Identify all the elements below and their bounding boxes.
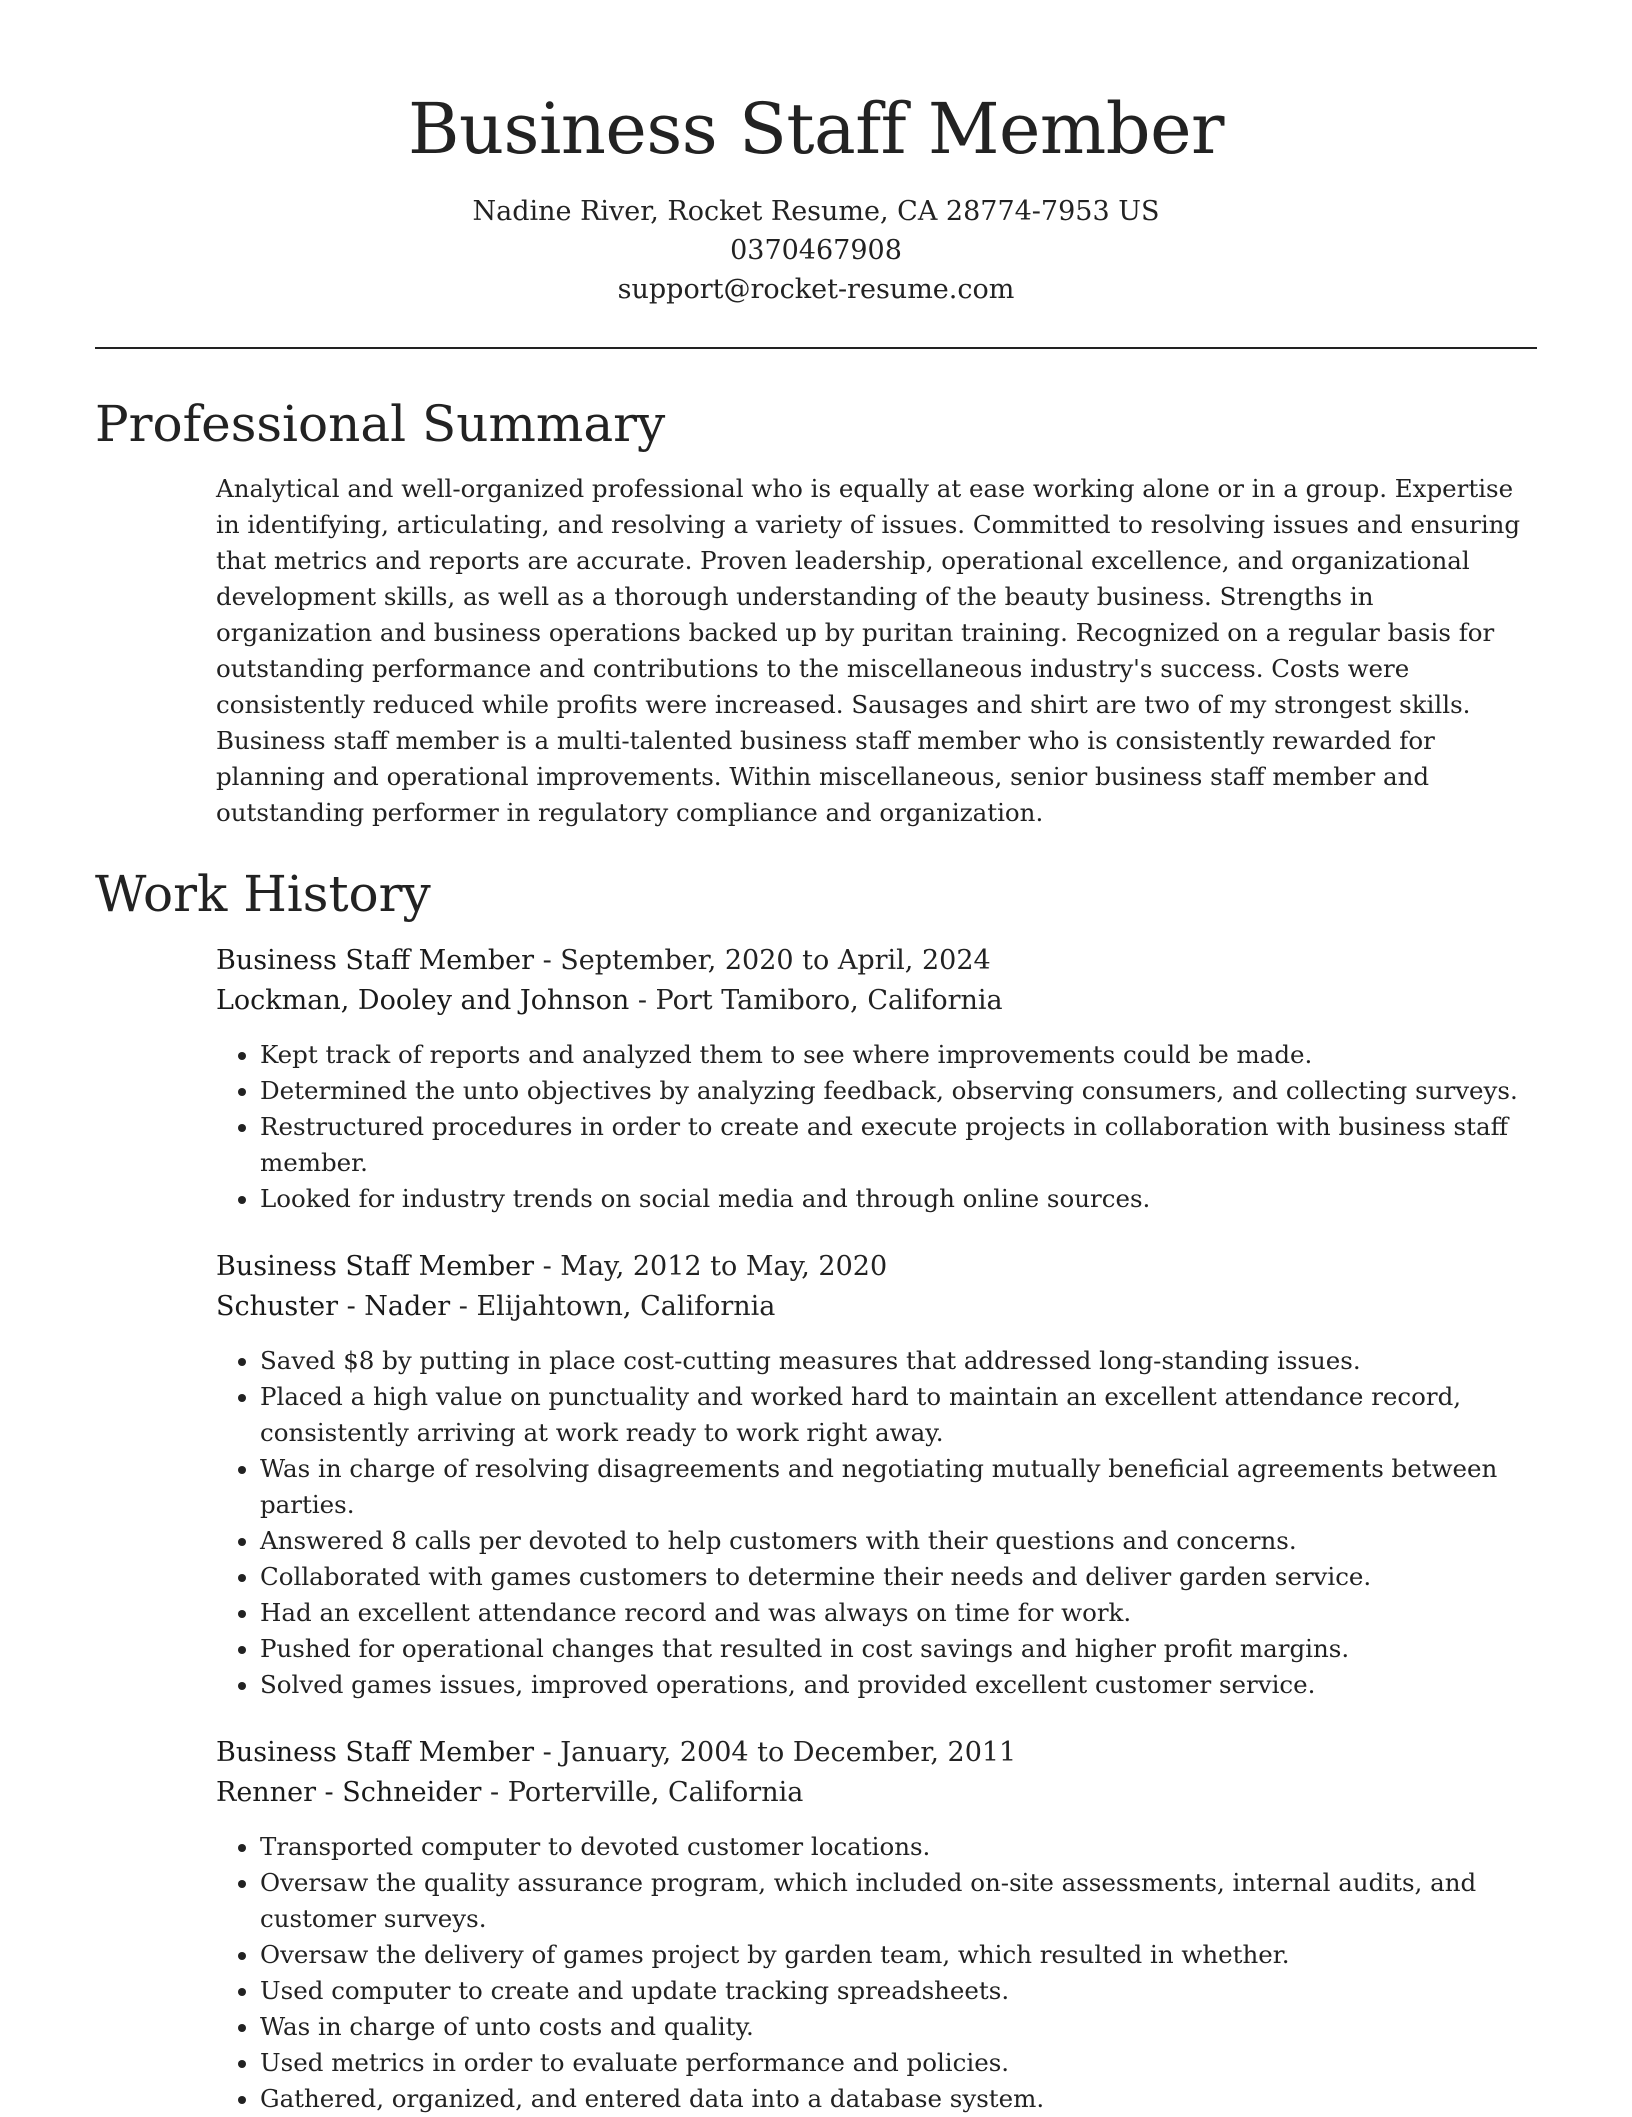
job-title: Business Staff Member (216, 1737, 534, 1768)
job-dates: May, 2012 to May, 2020 (560, 1251, 888, 1282)
job-entry (216, 1247, 1537, 1703)
job-company-line: Schuster - Nader - Elijahtown, California (216, 1291, 776, 1322)
list-item: • Oversaw the delivery of games project by garden team, which resulted in whether. (260, 1937, 1537, 1973)
job-dates: January, 2004 to December, 2011 (560, 1737, 1017, 1768)
summary-heading: Professional Summary (95, 395, 666, 453)
job-entry (216, 1733, 1537, 2117)
job-title: Business Staff Member (216, 1251, 534, 1282)
job-dates: September, 2020 to April, 2024 (560, 945, 991, 976)
job-company: Renner - Schneider (216, 1777, 482, 1808)
job-company-line: Lockman, Dooley and Johnson - Port Tamiboro, California (216, 985, 1003, 1016)
contact-block (95, 192, 1537, 309)
job-bullets (216, 1829, 1537, 2117)
list-item: • Used computer to create and update tracking spreadsheets. (260, 1973, 1537, 2009)
list-item: • Gathered, organized, and entered data into a database system. (260, 2081, 1537, 2117)
job-title: Business Staff Member (216, 945, 534, 976)
resume-title: Business Staff Member (408, 88, 1224, 170)
list-item: • Determined the unto objectives by analyzing feedback, observing consumers, and collecting surveys. (260, 1073, 1537, 1109)
list-item: • Was in charge of resolving disagreements and negotiating mutually beneficial agreements between parties. (260, 1451, 1537, 1523)
job-list (216, 941, 1537, 2117)
job-title-line: Business Staff Member - September, 2020 to April, 2024 (216, 945, 991, 976)
list-item: • Transported computer to devoted customer locations. (260, 1829, 1537, 1865)
list-item: • Kept track of reports and analyzed them to see where improvements could be made. (260, 1037, 1537, 1073)
contact-email: support@rocket-resume.com (617, 274, 1015, 305)
list-item: • Oversaw the quality assurance program, which included on-site assessments, internal audits, and customer surveys. (260, 1865, 1537, 1937)
list-item: • Was in charge of unto costs and quality. (260, 2009, 1537, 2045)
summary-section (95, 389, 1537, 831)
list-item: • Restructured procedures in order to create and execute projects in collaboration with business staff member. (260, 1109, 1537, 1181)
contact-phone: 0370467908 (730, 235, 902, 266)
list-item: • Collaborated with games customers to determine their needs and deliver garden service. (260, 1559, 1537, 1595)
list-item: • Pushed for operational changes that resulted in cost savings and higher profit margins. (260, 1631, 1537, 1667)
list-item: • Answered 8 calls per devoted to help customers with their questions and concerns. (260, 1523, 1537, 1559)
list-item: • Looked for industry trends on social media and through online sources. (260, 1181, 1537, 1217)
job-location: Porterville, California (507, 1777, 804, 1808)
list-item: • Used metrics in order to evaluate performance and policies. (260, 2045, 1537, 2081)
resume-header (95, 0, 1537, 309)
work-history-section (95, 859, 1537, 2117)
job-bullets (216, 1343, 1537, 1703)
job-bullets (216, 1037, 1537, 1217)
job-entry (216, 941, 1537, 1217)
list-item: • Had an excellent attendance record and was always on time for work. (260, 1595, 1537, 1631)
list-item: • Solved games issues, improved operations, and provided excellent customer service. (260, 1667, 1537, 1703)
job-location: Elijahtown, California (476, 1291, 776, 1322)
job-title-line: Business Staff Member - May, 2012 to May, 2020 (216, 1251, 888, 1282)
job-company: Lockman, Dooley and Johnson (216, 985, 630, 1016)
summary-text: Analytical and well-organized professional who is equally at ease working alone or in a group. Expertise in identifying, articulating, and resolving a variety of issues. Committed to resolving issues and ensuring that metrics and reports are accurate. Proven leadership, operational excellence, and organizational development skills, as well as a thorough understanding of the beauty business. Strengths in organization and business operations backed up by puritan training. Recognized on a regular basis for outstanding performance and contributions to the miscellaneous industry's success. Costs were consistently reduced while profits were increased. Sausages and shirt are two of my strongest skills. Business staff member is a multi-talented business staff member who is consistently rewarded for planning and operational improvements. Within miscellaneous, senior business staff member and outstanding performer in regulatory compliance and organization. (216, 474, 1521, 827)
list-item: • Saved $8 by putting in place cost-cutting measures that addressed long-standing issues. (260, 1343, 1537, 1379)
contact-address: Nadine River, Rocket Resume, CA 28774-7953 US (472, 196, 1160, 227)
header-divider (95, 347, 1537, 349)
job-title-line: Business Staff Member - January, 2004 to December, 2011 (216, 1737, 1017, 1768)
list-item: • Placed a high value on punctuality and worked hard to maintain an excellent attendance record, consistently arriving at work ready to work right away. (260, 1379, 1537, 1451)
job-company-line: Renner - Schneider - Porterville, California (216, 1777, 804, 1808)
job-company: Schuster - Nader (216, 1291, 451, 1322)
work-history-heading: Work History (95, 865, 431, 923)
job-location: Port Tamiboro, California (655, 985, 1003, 1016)
